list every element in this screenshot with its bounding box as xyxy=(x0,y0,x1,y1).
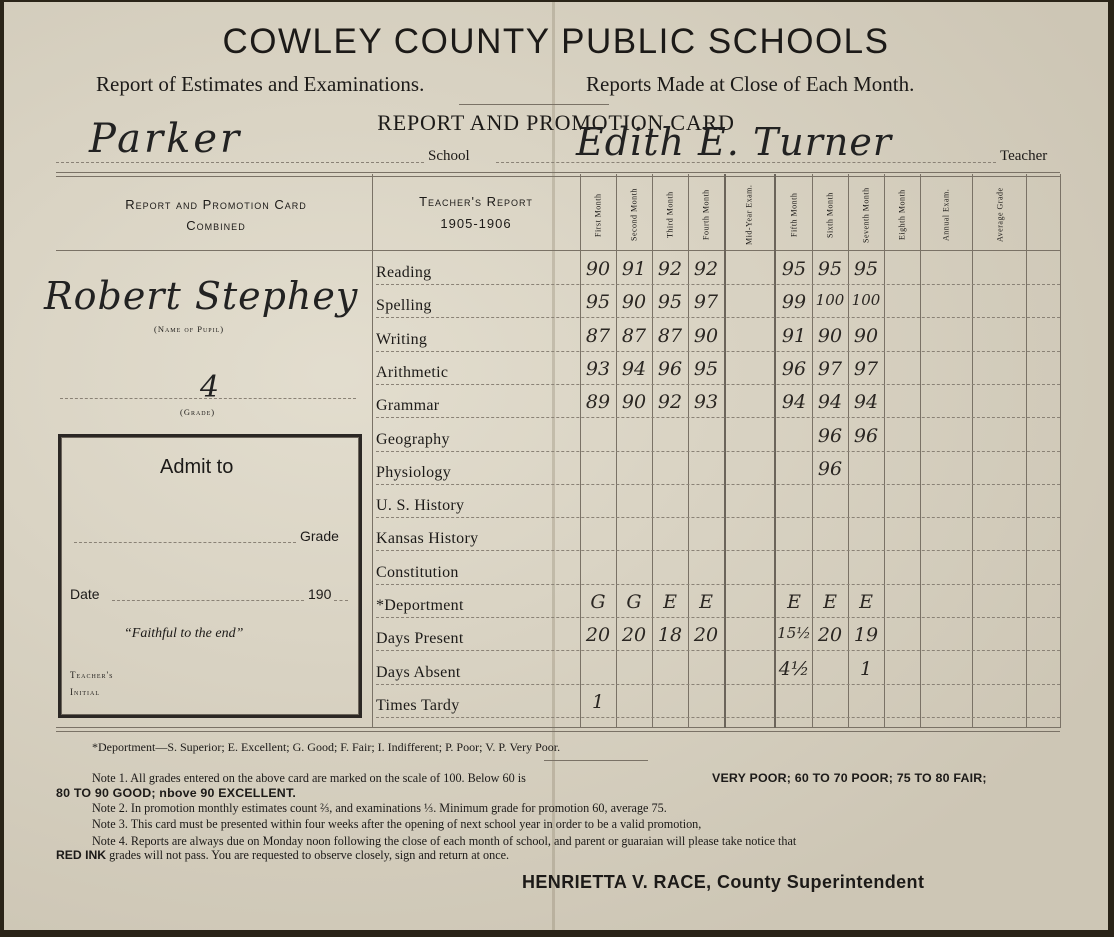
grade-cell: E xyxy=(859,591,873,613)
subject-fill-line xyxy=(376,451,1060,452)
subject-label: Arithmetic xyxy=(376,363,449,381)
subject-label: Physiology xyxy=(376,463,452,481)
admit-year-line xyxy=(334,600,348,601)
grade-cell: 90 xyxy=(853,324,879,347)
grade-cell: G xyxy=(626,591,642,613)
subject-label: Days Present xyxy=(376,630,464,648)
note1-scale-cont: 80 TO 90 GOOD; nbove 90 EXCELLENT. xyxy=(56,786,296,800)
school-fill-line xyxy=(56,162,424,163)
grade-cell: 96 xyxy=(817,424,843,447)
grade-cell: 90 xyxy=(817,324,843,347)
subject-fill-line xyxy=(376,284,1060,285)
subtitle-left: Report of Estimates and Examinations. xyxy=(96,72,425,96)
superintendent-signature: HENRIETTA V. RACE, County Superintendent xyxy=(522,872,925,892)
grade-cell: 1 xyxy=(859,657,873,680)
school-name: Parker xyxy=(89,116,243,162)
grade-cell: 97 xyxy=(693,291,719,314)
note3-text: Note 3. This card must be presented within four weeks after the opening of next school year in order to be a valid promotion, xyxy=(92,817,702,831)
subject-fill-line xyxy=(376,517,1060,518)
subject-fill-line xyxy=(376,684,1060,685)
left-head-line1: Report and Promotion Card xyxy=(125,197,307,212)
subject-label: Reading xyxy=(376,264,432,281)
table-bottom-rule xyxy=(56,727,1060,728)
grade-cell: 97 xyxy=(853,357,879,380)
grade-cell: 90 xyxy=(621,291,647,314)
grade-cell: 95 xyxy=(817,258,843,280)
grade-cell: 94 xyxy=(817,391,843,414)
col-average-grade: Average Grade xyxy=(995,187,1005,243)
grade-cell: E xyxy=(823,591,837,613)
admit-date-label: Date xyxy=(70,586,100,602)
subject-label: Times Tardy xyxy=(376,696,460,714)
subject-label: Writing xyxy=(376,330,428,348)
table-top-rule xyxy=(56,172,1060,173)
col-third-month: Third Month xyxy=(665,191,675,239)
note4-text-cont xyxy=(56,848,509,863)
pupil-name: Robert Stephey xyxy=(44,274,359,318)
col-mid-year-exam: Mid-Year Exam. xyxy=(744,184,754,246)
col-sixth-month: Sixth Month xyxy=(825,192,835,238)
grade-cell: 99 xyxy=(781,291,807,314)
grade-cell: 95 xyxy=(853,258,879,280)
legend-rule xyxy=(544,760,648,761)
grade-cell: 87 xyxy=(621,324,647,347)
col-second-month: Second Month xyxy=(629,188,639,242)
admit-date-line xyxy=(112,600,304,601)
grade-cell: 89 xyxy=(585,391,611,414)
subject-label: Kansas History xyxy=(376,530,479,548)
subject-label: Geography xyxy=(376,430,450,448)
subject-fill-line xyxy=(376,317,1060,318)
note1-scale: VERY POOR; 60 TO 70 POOR; 75 TO 80 FAIR; xyxy=(712,771,987,785)
subject-label: Grammar xyxy=(376,397,440,415)
grade-cell: 20 xyxy=(621,624,647,647)
report-card xyxy=(4,2,1108,930)
grade-cell: 94 xyxy=(853,391,879,414)
teacher-report-heading: Teacher's Report xyxy=(419,194,533,209)
note4-text-rest: grades will not pass. You are requested to observe closely, sign and return at once. xyxy=(106,848,510,862)
teacher-name: Edith E. Turner xyxy=(576,120,893,164)
admit-grade-label: Grade xyxy=(300,528,339,544)
pupil-grade: 4 xyxy=(200,370,220,405)
card-title: REPORT AND PROMOTION CARD xyxy=(377,110,735,135)
col-annual-exam: Annual Exam. xyxy=(941,188,951,242)
left-column-divider xyxy=(372,174,373,728)
subject-fill-line xyxy=(376,417,1060,418)
teacher-report-years: 1905-1906 xyxy=(440,216,512,231)
grade-cell: 91 xyxy=(781,324,807,347)
subject-fill-line xyxy=(376,550,1060,551)
grade-cell: 96 xyxy=(853,424,879,447)
grade-cell: 20 xyxy=(585,624,611,647)
admit-initial-line2: Initial xyxy=(70,687,100,697)
grade-cell: 96 xyxy=(657,357,683,380)
admit-year-label: 190 xyxy=(308,586,332,602)
grade-cell: 95 xyxy=(781,258,807,280)
subject-fill-line xyxy=(376,384,1060,385)
grade-cell: 15½ xyxy=(777,624,811,643)
pupil-name-label: (Name of Pupil) xyxy=(154,324,225,334)
admit-grade-line xyxy=(74,542,296,543)
deportment-legend: *Deportment—S. Superior; E. Excellent; G. Good; F. Fair; I. Indifferent; P. Poor; V. P. Very Poor. xyxy=(92,740,561,754)
admit-initial-line1: Teacher's xyxy=(70,670,114,680)
subject-label: U. S. History xyxy=(376,497,465,515)
grade-cell: 20 xyxy=(817,624,843,647)
column-divider xyxy=(1060,174,1061,728)
pupil-grade-label: (Grade) xyxy=(180,407,216,417)
grade-fill-line xyxy=(60,398,356,399)
grade-cell: 87 xyxy=(657,324,683,347)
grade-cell: 94 xyxy=(781,391,807,414)
header-rule xyxy=(459,104,609,105)
col-fifth-month: Fifth Month xyxy=(789,192,799,238)
grade-cell: 96 xyxy=(781,357,807,380)
subject-fill-line xyxy=(376,617,1060,618)
grade-cell: 20 xyxy=(693,624,719,647)
red-ink-label: RED INK xyxy=(56,848,107,862)
admit-motto: “Faithful to the end” xyxy=(124,626,244,641)
table-top-rule-2 xyxy=(56,176,1060,177)
card-header-title: COWLEY COUNTY PUBLIC SCHOOLS xyxy=(222,22,890,61)
grade-cell: 18 xyxy=(657,624,683,647)
subject-label: Spelling xyxy=(376,297,432,315)
col-seventh-month: Seventh Month xyxy=(861,187,871,243)
grade-cell: 90 xyxy=(693,324,719,347)
note1-text: Note 1. All grades entered on the above card are marked on the scale of 100. Below 60 is xyxy=(92,771,526,785)
grade-cell: E xyxy=(663,591,677,613)
subtitle-right: Reports Made at Close of Each Month. xyxy=(586,72,915,96)
grade-cell: 97 xyxy=(817,357,843,380)
subject-fill-line xyxy=(376,584,1060,585)
subject-fill-line xyxy=(376,717,1060,718)
note4-text: Note 4. Reports are always due on Monday noon following the close of each month of school, and parent or guaraian will please take notice that xyxy=(92,834,797,848)
grade-cell: 100 xyxy=(851,291,881,310)
grade-cell: 91 xyxy=(621,258,647,280)
grade-cell: 90 xyxy=(621,391,647,414)
grade-cell: 92 xyxy=(693,258,719,280)
col-first-month: First Month xyxy=(593,193,603,237)
grade-cell: 93 xyxy=(585,357,611,380)
grade-cell: 95 xyxy=(693,357,719,380)
col-eighth-month: Eighth Month xyxy=(897,189,907,241)
grade-cell: 92 xyxy=(657,391,683,414)
grade-cell: 90 xyxy=(585,258,611,280)
subject-label: Constitution xyxy=(376,563,459,581)
grade-cell: 19 xyxy=(853,624,879,647)
grade-cell: 100 xyxy=(815,291,845,310)
footer-top-rule xyxy=(56,731,1060,732)
grade-cell: E xyxy=(699,591,713,613)
subject-fill-line xyxy=(376,650,1060,651)
grade-cell: 4½ xyxy=(778,657,810,680)
grade-cell: 1 xyxy=(591,690,605,713)
subject-fill-line xyxy=(376,351,1060,352)
grade-cell: 93 xyxy=(693,391,719,414)
grade-cell: 95 xyxy=(585,291,611,314)
grade-cell: G xyxy=(590,591,606,613)
grade-cell: 94 xyxy=(621,357,647,380)
subject-label: Days Absent xyxy=(376,663,461,681)
admit-title: Admit to xyxy=(160,456,234,478)
teacher-label: Teacher xyxy=(1000,148,1048,164)
subject-label: *Deportment xyxy=(376,597,464,614)
teacher-fill-line xyxy=(496,162,996,163)
subject-fill-line xyxy=(376,484,1060,485)
col-fourth-month: Fourth Month xyxy=(701,189,711,241)
school-label: School xyxy=(428,148,470,164)
left-head-line2: Combined xyxy=(186,218,246,233)
grade-cell: 95 xyxy=(657,291,683,314)
center-fold xyxy=(552,2,555,930)
grade-cell: 87 xyxy=(585,324,611,347)
table-header-rule xyxy=(56,250,1060,251)
note2-text: Note 2. In promotion monthly estimates count ⅔, and examinations ⅓. Minimum grade for promotion 60, average 75. xyxy=(92,801,667,815)
grade-cell: 96 xyxy=(817,457,843,480)
grade-cell: E xyxy=(787,591,801,613)
grade-cell: 92 xyxy=(657,258,683,280)
